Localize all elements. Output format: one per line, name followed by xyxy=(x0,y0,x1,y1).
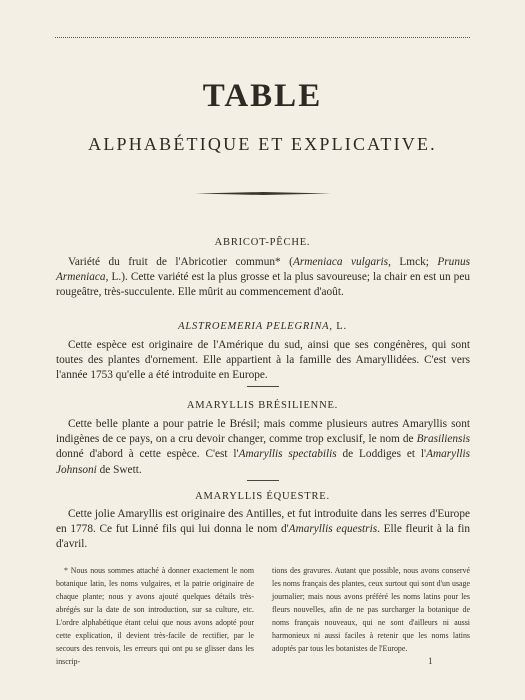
ornament-divider xyxy=(195,192,331,195)
entry-heading-abricot-peche: ABRICOT-PÊCHE. xyxy=(214,237,311,248)
entry-text-abricot-peche: Variété du fruit de l'Abricotier commun* (Armeniaca vulgaris, Lmck; Prunus Armeniaca, L.). Cette variété est la plus grosse et la plus savoureuse; la chair en est un peu rougeâtre, très-succulente. Elle mûrit au commencement d'août. xyxy=(56,256,471,299)
entry-heading-amaryllis-bresilienne: AMARYLLIS BRÉSILIENNE. xyxy=(186,400,339,411)
page-title: TABLE xyxy=(202,78,323,114)
entry-separator xyxy=(247,480,279,481)
footnote-column-left: * Nous nous sommes attaché à donner exactement le nom botanique latin, les noms vulgaires, et la patrie originaire de chaque plante; nous y avons ajouté quelques détails très-abrégés sur la date de son introduction, sur sa culture, etc. L'ordre alphabétique étant celui que nous avons adopté pour cette explication, il devient très-facile de rectifier, par le secours des renvois, les erreurs qui ont pu se glisser dans les inscrip- xyxy=(56,566,254,666)
footnote-block xyxy=(56,564,470,668)
entry-heading-amaryllis-equestre: AMARYLLIS ÉQUESTRE. xyxy=(195,491,330,502)
entry-text-amaryllis-equestre: Cette jolie Amaryllis est originaire des Antilles, et fut introduite dans les serres d'Europe en 1778. Ce fut Linné fils qui lui donna le nom d'Amaryllis equestris. Elle fleurit à la fin d'avril. xyxy=(56,508,470,551)
top-dotted-rule xyxy=(55,37,470,38)
page-subtitle: ALPHABÉTIQUE ET EXPLICATIVE. xyxy=(88,134,437,154)
entry-text-amaryllis-bresilienne: Cette belle plante a pour patrie le Brésil; mais comme plusieurs autres Amaryllis sont indigènes de ce pays, on a cru devoir changer, comme trop exclusif, le nom de Brasiliensis donné d'abord à cette espèce. C'est l'Amaryllis spectabilis de Loddiges et l'Amaryllis Johnsoni de Swett. xyxy=(56,418,471,476)
page-number: 1 xyxy=(428,656,433,666)
entry-text-alstroemeria: Cette espèce est originaire de l'Amérique du sud, ainsi que ses congénères, qui sont toutes des plantes d'ornement. Elle appartient à la famille des Amaryllidées. C'est vers l'année 1753 qu'elle a été introduite en Europe. xyxy=(56,339,470,382)
entry-heading-alstroemeria: ALSTROEMERIA PELEGRINA, L. xyxy=(178,321,347,332)
entry-separator xyxy=(247,386,279,387)
footnote-column-right: tions des gravures. Autant que possible, nous avons conservé les noms français des plantes, ceux surtout qui sont d'un usage journalier; mais nous avons préféré les noms latins pour les fleurs nouvelles, afin de ne pas surcharger la botanique de noms français nouveaux, qui ne sont d'ailleurs ni aussi harmonieux ni aussi faciles à retenir que les noms latins adoptés par tous les botanistes de l'Europe. xyxy=(272,566,470,653)
